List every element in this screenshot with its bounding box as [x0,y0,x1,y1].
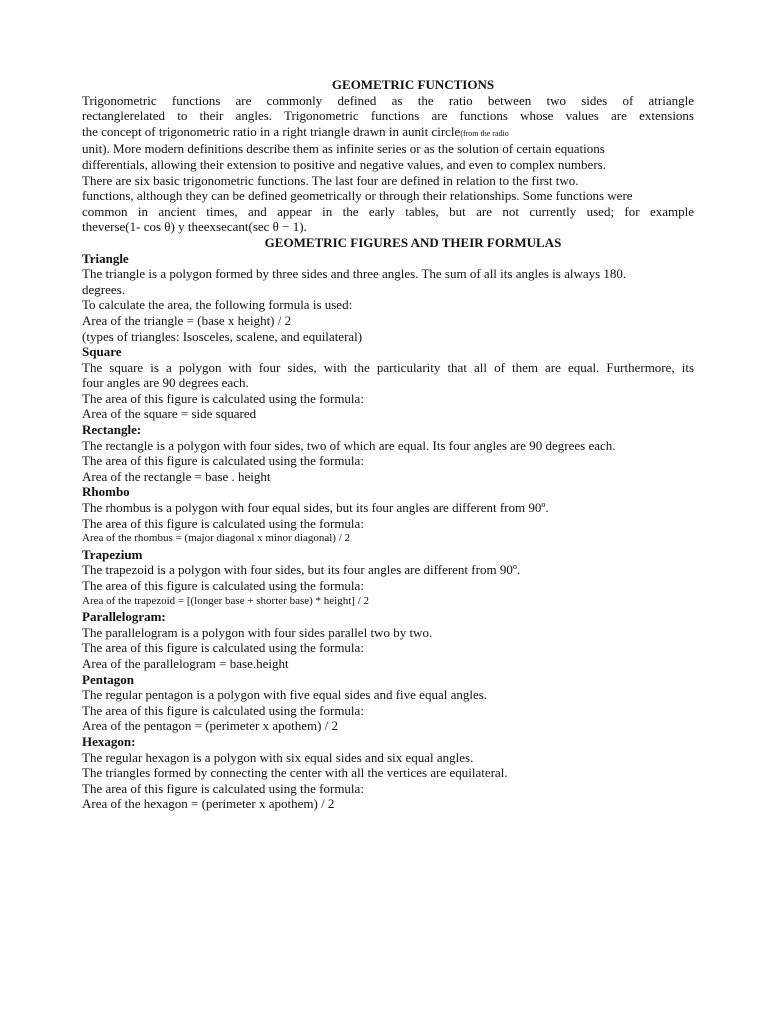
section-heading-square: Square [82,344,122,360]
hexagon-line-2: The triangles formed by connecting the center with all the vertices are equilateral. [82,765,508,781]
trapezium-line-2: The area of this figure is calculated using the formula: [82,578,364,593]
rectangle-line-2: The area of this figure is calculated using the formula: [82,453,364,469]
intro-line-3-text: the concept of trigonometric ratio in a right triangle drawn in aunit circle [82,123,461,139]
section-heading-rectangle: Rectangle: [82,422,142,438]
section-heading-trapezium: Trapezium [82,546,143,562]
section-heading-hexagon: Hexagon: [82,733,136,749]
trapezium-formula: Area of the trapezoid = [(longer base + shorter base) * height] / 2 [82,594,369,607]
parallelogram-line-2: The area of this figure is calculated using the formula: [82,640,364,656]
square-formula: Area of the square = side squared [82,406,257,422]
rectangle-formula: Area of the rectangle = base . height [82,468,271,484]
trapezium-line-1: The trapezoid is a polygon with four sides, but its four angles are different from 90º. [82,562,521,578]
square-line-1: The square is a polygon with four sides, with the particularity that all of them are equal. Furthermore, its [82,359,694,375]
pentagon-line-1: The regular pentagon is a polygon with five equal sides and five equal angles. [82,687,488,703]
triangle-line-1: The triangle is a polygon formed by three sides and three angles. The sum of all its angles is always 180. [82,266,627,282]
parallelogram-line-1: The parallelogram is a polygon with four sides parallel two by two. [82,624,433,640]
intro-line-5: differentials, allowing their extension to positive and negative values, and even to complex numbers. [82,156,606,172]
parallelogram-formula: Area of the parallelogram = base.height [82,655,289,671]
intro-line-7: functions, although they can be defined geometrically or through their relationships. Some functions were [82,188,633,204]
triangle-line-2: degrees. [82,281,125,297]
square-line-2: four angles are 90 degrees each. [82,375,249,391]
intro-line-3 [82,124,694,142]
pentagon-line-2: The area of this figure is calculated using the formula: [82,702,364,718]
rhombo-formula: Area of the rhombus = (major diagonal x minor diagonal) / 2 [82,532,350,545]
triangle-line-5: (types of triangles: Isosceles, scalene, and equilateral) [82,328,363,344]
triangle-formula: Area of the triangle = (base x height) / 2 [82,312,292,328]
section-heading-parallelogram: Parallelogram: [82,609,166,625]
intro-line-3-note: (from the radio [460,128,509,138]
document-subtitle: GEOMETRIC FIGURES AND THEIR FORMULAS [264,234,562,250]
intro-line-6: There are six basic trigonometric functions. The last four are defined in relation to the first two. [82,172,579,188]
section-heading-rhombo: Rhombo [82,484,130,500]
rhombo-line-1: The rhombus is a polygon with four equal sides, but its four angles are different from 90º. [82,500,549,516]
section-heading-triangle: Triangle [82,250,129,266]
intro-line-2: rectanglerelated to their angles. Trigonometric functions are functions whose values are extensions [82,108,694,124]
hexagon-line-1: The regular hexagon is a polygon with six equal sides and six equal angles. [82,749,474,765]
hexagon-line-3: The area of this figure is calculated using the formula: [82,780,364,796]
hexagon-formula: Area of the hexagon = (perimeter x apothem) / 2 [82,796,335,812]
intro-line-9: theverse(1- cos θ) y theexsecant(sec θ − 1). [82,219,307,235]
intro-line-1: Trigonometric functions are commonly defined as the ratio between two sides of atriangle [82,92,694,108]
square-line-3: The area of this figure is calculated using the formula: [82,390,364,406]
pentagon-formula: Area of the pentagon = (perimeter x apothem) / 2 [82,718,339,734]
document-page [82,77,694,812]
section-heading-pentagon: Pentagon [82,671,134,687]
rectangle-line-1: The rectangle is a polygon with four sides, two of which are equal. Its four angles are 90 degrees each. [82,437,616,453]
intro-line-8: common in ancient times, and appear in the early tables, but are not currently used; for example [82,203,694,219]
intro-line-4: unit). More modern definitions describe them as infinite series or as the solution of certain equations [82,141,605,157]
triangle-line-3: To calculate the area, the following formula is used: [82,297,353,313]
document-title: GEOMETRIC FUNCTIONS [331,77,495,92]
rhombo-line-2: The area of this figure is calculated using the formula: [82,515,364,531]
